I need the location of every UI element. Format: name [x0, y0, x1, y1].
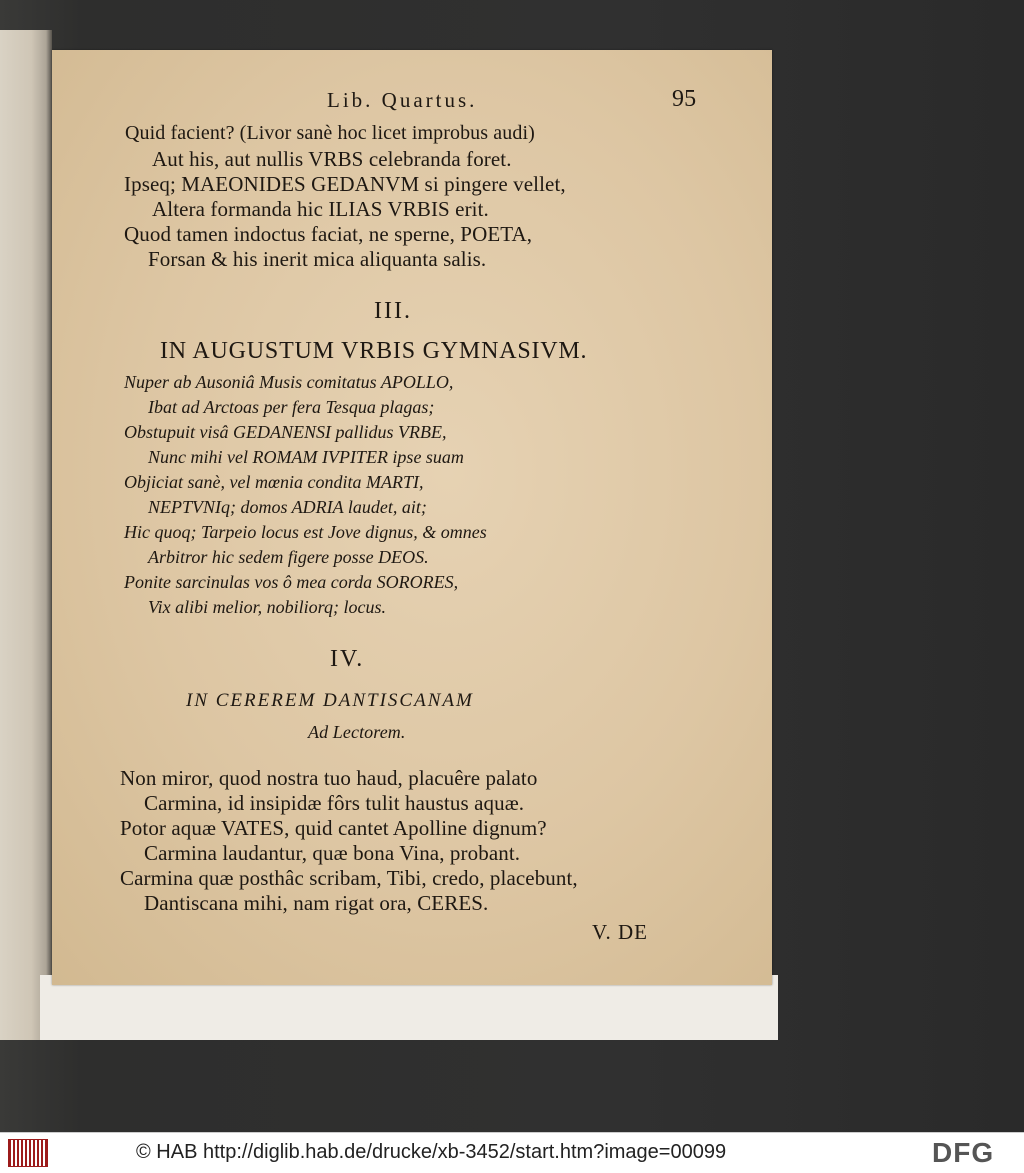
- verse-line: Vix alibi melior, nobiliorq; locus.: [148, 597, 386, 617]
- verse-line: Altera formanda hic ILIAS VRBIS erit.: [152, 197, 489, 221]
- verse-line: Forsan & his inerit mica aliquanta salis.: [148, 247, 487, 271]
- verse-line: Ibat ad Arctoas per fera Tesqua plagas;: [148, 397, 435, 417]
- verse-line: Nunc mihi vel ROMAM IVPITER ipse suam: [148, 447, 464, 467]
- verse-line: Quod tamen indoctus faciat, ne sperne, POETA,: [124, 222, 533, 246]
- verse-line: Carmina laudantur, quæ bona Vina, probant.: [144, 841, 521, 865]
- hab-logo-icon: [8, 1139, 48, 1167]
- running-header: Lib. Quartus.: [327, 88, 478, 112]
- poem-numeral: III.: [374, 298, 412, 324]
- facing-page-edge: [0, 30, 52, 1040]
- footer-bar: [0, 1132, 1024, 1173]
- verse-line: Arbitror hic sedem figere posse DEOS.: [148, 547, 429, 567]
- poem-numeral: IV.: [330, 646, 365, 672]
- verse-line: Ipseq; MAEONIDES GEDANVM si pingere vellet,: [124, 172, 566, 196]
- verse-line: Aut his, aut nullis VRBS celebranda foret.: [152, 147, 512, 171]
- verse-line: Potor aquæ VATES, quid cantet Apolline dignum?: [120, 816, 547, 840]
- verse-line: Quid facient? (Livor sanè hoc licet improbus audi): [125, 122, 535, 144]
- verse-line: Obstupuit visâ GEDANENSI pallidus VRBE,: [124, 422, 447, 442]
- verse-line: Objiciat sanè, vel mœnia condita MARTI,: [124, 472, 424, 492]
- verse-line: Non miror, quod nostra tuo haud, placuêre palato: [120, 766, 538, 790]
- catchword: V. DE: [592, 920, 648, 944]
- verse-line: Hic quoq; Tarpeio locus est Jove dignus, & omnes: [124, 522, 487, 542]
- verse-line: Carmina quæ posthâc scribam, Tibi, credo, placebunt,: [120, 866, 578, 890]
- verse-line: Carmina, id insipidæ fôrs tulit haustus aquæ.: [144, 791, 525, 815]
- verse-line: Ponite sarcinulas vos ô mea corda SORORES,: [124, 572, 459, 592]
- verse-line: NEPTVNIq; domos ADRIA laudet, ait;: [148, 497, 427, 517]
- book-page: [52, 50, 772, 985]
- poem-subtitle: Ad Lectorem.: [308, 722, 406, 742]
- source-link[interactable]: © HAB http://diglib.hab.de/drucke/xb-3452/start.htm?image=00099: [136, 1141, 727, 1163]
- dfg-logo: DFG: [932, 1137, 995, 1168]
- poem-title: IN AUGUSTUM VRBIS GYMNASIVM.: [160, 338, 588, 364]
- verse-line: Nuper ab Ausoniâ Musis comitatus APOLLO,: [124, 372, 454, 392]
- page-number: 95: [672, 86, 697, 112]
- poem-title: IN CEREREM DANTISCANAM: [186, 690, 474, 711]
- verse-line: Dantiscana mihi, nam rigat ora, CERES.: [144, 891, 489, 915]
